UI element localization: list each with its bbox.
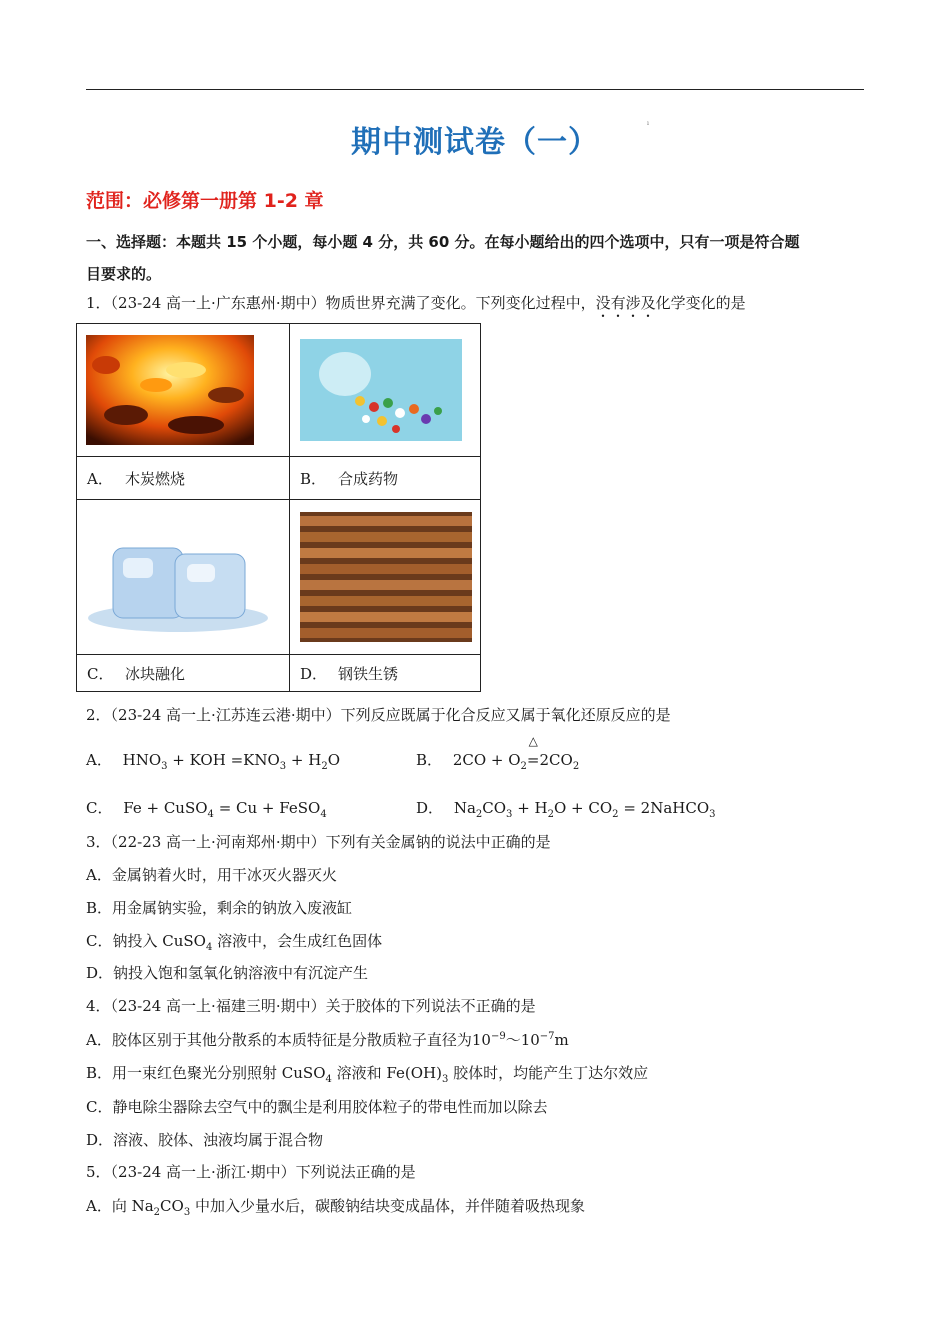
q4-option-a[interactable]: A．胶体区别于其他分散系的本质特征是分散质粒子直径为$10^{-9}\sim 10^{-7}m$ [86, 1031, 569, 1049]
q1-option-d-text: 钢铁生锈 [338, 664, 399, 683]
q4-option-c[interactable]: C．静电除尘器除去空气中的飘尘是利用胶体粒子的带电性而加以除去 [86, 1098, 548, 1116]
q3-option-d[interactable]: D．钠投入饱和氢氧化钠溶液中有沉淀产生 [86, 964, 369, 982]
q2-stem: 2．（23-24 高一上·江苏连云港·期中）下列反应既属于化合反应又属于氧化还原反应的是 [86, 706, 671, 724]
q1-image-b-cell [290, 324, 481, 457]
scope-heading: 范围：必修第一册第 1-2 章 [86, 190, 324, 212]
q1-image-d-cell [290, 500, 481, 655]
q2-option-b-key: B． [416, 751, 443, 769]
section-line-1: 一、选择题：本题共 15 个小题，每小题 4 分，共 60 分。在每小题给出的四个选项中，只有一项是符合题 [86, 233, 800, 251]
section-instructions [86, 226, 864, 290]
q2-option-d-formula: $Na_2CO_3 + H_2O + CO_2$ = 2NaHCO$_3$ [453, 799, 716, 820]
q1-option-c[interactable] [77, 655, 290, 692]
heat-condition-icon: △ [528, 734, 538, 748]
q2-option-d-key: D． [416, 799, 444, 817]
q1-options-table [76, 323, 481, 692]
q4-stem: 4．（23-24 高一上·福建三明·期中）关于胶体的下列说法不正确的是 [86, 997, 536, 1015]
ice-cubes-image [83, 518, 273, 636]
q1-option-d[interactable] [290, 655, 481, 692]
q2-option-b[interactable] [416, 734, 580, 772]
burning-charcoal-image [86, 335, 254, 445]
q1-option-d-key: D． [300, 664, 328, 683]
rusty-steel-bars-image [300, 512, 472, 642]
header-rule [86, 89, 864, 90]
medicine-pills-image [300, 339, 462, 441]
q1-option-a-text: 木炭燃烧 [125, 469, 186, 488]
q2-option-b-formula: $2CO + O_2=$ △ $2CO_2$ [452, 734, 580, 772]
q1-option-c-text: 冰块融化 [125, 664, 186, 683]
section-line-2: 目要求的。 [86, 265, 162, 283]
q2-option-c-formula: Fe + CuSO$_4$ = Cu + FeSO$_4$ [123, 799, 327, 820]
q2-option-c-key: C． [86, 799, 113, 817]
q2-option-c[interactable] [86, 797, 327, 820]
q2-option-a-key: A． [86, 751, 112, 769]
q1-image-a-cell [77, 324, 290, 457]
q4-option-d[interactable]: D．溶液、胶体、浊液均属于混合物 [86, 1131, 324, 1149]
q1-option-b-key: B． [300, 469, 327, 488]
q2-option-a-formula: $HNO_3$ + KOH $=KNO_3 + H_2O$ [122, 751, 341, 772]
q1-option-c-key: C． [87, 664, 114, 683]
q2-option-d[interactable] [416, 797, 716, 820]
q5-option-a[interactable]: A．向 $Na_2CO_3$ 中加入少量水后，碳酸钠结块变成晶体，并伴随着吸热现象 [86, 1197, 585, 1218]
q3-stem: 3．（22-23 高一上·河南郑州·期中）下列有关金属钠的说法中正确的是 [86, 833, 551, 851]
q4-option-b[interactable]: B．用一束红色聚光分别照射 CuSO$_4$ 溶液和 $Fe(OH)_3$ 胶体时，均能产生丁达尔效应 [86, 1064, 649, 1085]
q2-option-a[interactable] [86, 749, 340, 772]
q1-stem-after: 化学变化的是 [655, 294, 746, 312]
q1-option-a-key: A． [87, 469, 113, 488]
q1-option-a[interactable] [77, 457, 290, 500]
q5-stem: 5．（23-24 高一上·浙江·期中）下列说法正确的是 [86, 1163, 416, 1181]
page-title: 期中测试卷（一） [351, 125, 599, 160]
page-mark: ı [647, 120, 649, 127]
q1-image-c-cell [77, 500, 290, 655]
q1-option-b-text: 合成药物 [338, 469, 399, 488]
q3-option-a[interactable]: A．金属钠着火时，用干冰灭火器灭火 [86, 866, 337, 884]
q1-stem [86, 292, 746, 321]
q1-option-b[interactable] [290, 457, 481, 500]
q3-option-c[interactable]: C．钠投入 CuSO$_4$ 溶液中，会生成红色固体 [86, 932, 383, 953]
q1-stem-before: 1．（23-24 高一上·广东惠州·期中）物质世界充满了变化。下列变化过程中， [86, 294, 596, 312]
q3-option-b[interactable]: B．用金属钠实验，剩余的钠放入废液缸 [86, 899, 353, 917]
q1-stem-emphasis: 没有涉及 [595, 294, 656, 312]
